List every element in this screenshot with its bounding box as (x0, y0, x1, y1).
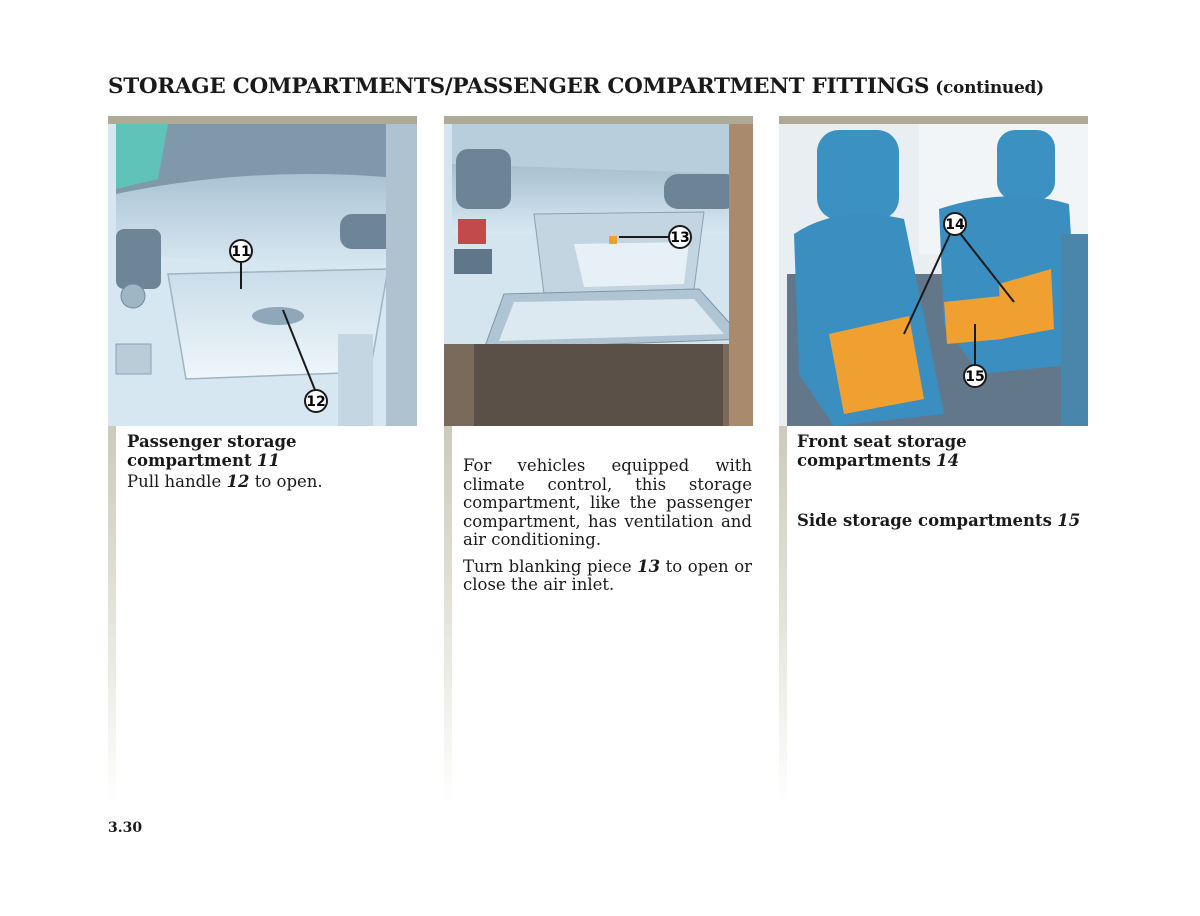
col1-body (127, 472, 422, 491)
front-seats-image (779, 116, 1088, 426)
col1-body-ref: 12 (226, 472, 250, 491)
callout-12: 12 (306, 394, 326, 410)
col2-paragraph-1: For vehicles equipped with climate control, this storage compartment, like the passenger compartment, has ventilation and air conditioning. (463, 456, 752, 549)
callout-14: 14 (945, 217, 965, 233)
col1-heading-ref: 11 (256, 451, 280, 470)
page-number: 3.30 (108, 820, 143, 836)
col2-paragraph-2 (463, 558, 752, 595)
callout-13: 13 (670, 230, 690, 246)
col3-heading-2 (797, 511, 1087, 530)
col2-para2-before: Turn blanking piece (463, 556, 632, 576)
callout-15: 15 (965, 369, 985, 385)
col1-heading-label: Passenger storage compartment (127, 432, 297, 470)
open-glovebox-image (444, 116, 753, 426)
col3-heading-2-ref: 15 (1057, 511, 1081, 530)
page-title (108, 74, 1044, 99)
col3-heading-1 (797, 432, 977, 470)
col1-heading (127, 432, 422, 470)
col2-para2-ref: 13 (637, 556, 661, 576)
col3-heading-1-label: Front seat storage compartments (797, 432, 967, 470)
glovebox-image (108, 116, 417, 426)
col3-heading-2-label: Side storage compartments (797, 511, 1052, 530)
col3-text (797, 432, 1087, 530)
col3-heading-1-ref: 14 (936, 451, 960, 470)
col2-text (463, 457, 752, 603)
col1-body-before: Pull handle (127, 472, 222, 491)
title-main: STORAGE COMPARTMENTS/PASSENGER COMPARTMENT FITTINGS (108, 74, 930, 99)
callout-11: 11 (231, 244, 251, 260)
col2-para2-after: to open or close the air inlet. (463, 556, 753, 594)
col1-text (127, 432, 422, 491)
col1-body-after: to open. (254, 472, 323, 491)
title-continued: (continued) (935, 78, 1044, 98)
